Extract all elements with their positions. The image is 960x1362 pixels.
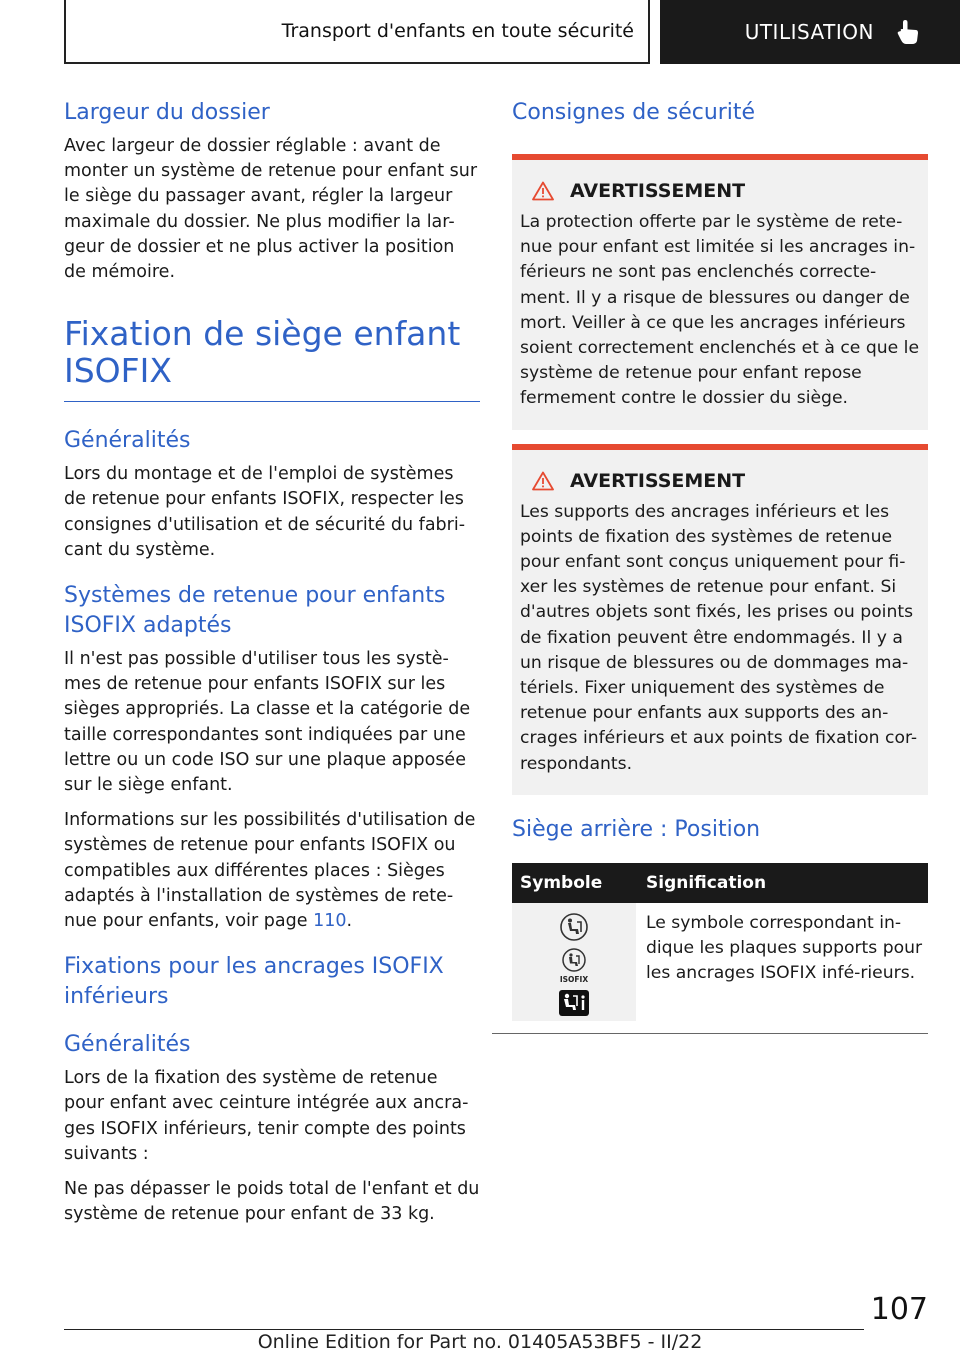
title-divider — [64, 401, 480, 402]
paragraph-systemes-2 — [64, 808, 480, 934]
table-row — [512, 903, 928, 1021]
meaning-cell: Le symbole correspondant in-dique les plaques supports pour les ancrages ISOFIX infé-rieurs. — [646, 912, 923, 984]
page-link-110[interactable]: 110 — [313, 911, 347, 932]
table-header-meaning: Signification — [636, 863, 928, 903]
paragraph-generalites-1: Lors du montage et de l'emploi de systèmes de retenue pour enfants ISOFIX, respecter les consignes d'utilisation et de sécurité du fabri-cant du système. — [64, 464, 466, 560]
svg-text:ISOFIX: ISOFIX — [559, 974, 589, 984]
table-bottom-divider — [492, 1033, 928, 1034]
paragraph-systemes-2-text: Informations sur les possibilités d'utilisation de systèmes de retenue pour enfants ISOFIX ou compatibles aux différentes places : Sièges adaptés à l'installation de systèmes de rete-nue pour enfants, voir page — [64, 810, 476, 932]
chapter-label: UTILISATION — [744, 20, 874, 44]
symbol-table — [512, 863, 928, 1021]
warning-title-text-2: AVERTISSEMENT — [570, 469, 746, 492]
warning-title-text-1: AVERTISSEMENT — [570, 180, 746, 202]
heading-fixations-ancrages: Fixations pour les ancrages ISOFIX inférieurs — [64, 954, 444, 1010]
heading-generalites-1: Généralités — [64, 428, 191, 454]
warning-box-1 — [512, 154, 928, 430]
page-number: 107 — [870, 1292, 928, 1327]
warning-triangle-icon — [532, 471, 554, 491]
footer-edition: Online Edition for Part no. 01405A53BF5 - II/22 — [257, 1331, 703, 1353]
left-column — [64, 98, 480, 1237]
isofix-label-icon — [557, 947, 591, 985]
right-column — [512, 98, 928, 1034]
header-chapter-tab — [660, 0, 960, 64]
section-title-text: Transport d'enfants en toute sécurité — [281, 20, 634, 42]
warning-text-1: La protection offerte par le système de rete-nue pour enfant est limitée si les ancrages in-férieurs ne sont pas enclenchés correcte-ment. Il y a risque de blessures ou danger de mort. Veiller à ce que les ancrages inférieurs soient correctement enclenchés et à ce que le système de retenue pour enfant repose fermement contre le dossier du siège. — [520, 212, 920, 409]
table-header-row — [512, 863, 928, 903]
heading-largeur-dossier: Largeur du dossier — [64, 100, 270, 125]
paragraph-largeur-dossier: Avec largeur de dossier réglable : avant de monter un système de retenue pour enfant sur le siège du passager avant, régler la largeur maximale du dossier. Ne plus modifier la lar-geur de dossier et ne plus activer la position de mémoire. — [64, 136, 478, 283]
warning-box-2 — [512, 444, 928, 795]
isofix-seat-icon — [557, 911, 591, 943]
warning-title-2 — [532, 470, 920, 492]
heading-consignes-securite: Consignes de sécurité — [512, 100, 756, 125]
table-header-symbol: Symbole — [512, 863, 636, 903]
warning-triangle-icon — [532, 181, 554, 201]
pointing-hand-icon — [896, 19, 920, 45]
warning-text-2: Les supports des ancrages inférieurs et les points de fixation des systèmes de retenue pour enfant sont conçus uniquement pour fi-xer les systèmes de retenue pour enfant. Si d'autres objets sont fixés, les prises ou points de fixation peuvent être endommagés. Il y a un risque de blessures ou de dommages ma-tériels. Fixer uniquement des systèmes de retenue pour enfants aux supports des an-crages inférieurs et aux points de fixation cor-respondants. — [520, 501, 918, 774]
heading-generalites-2: Généralités — [64, 1032, 191, 1058]
paragraph-generalites-2b: Ne pas dépasser le poids total de l'enfant et du système de retenue pour enfant de 33 kg. — [64, 1179, 480, 1225]
warning-title-1 — [532, 180, 920, 202]
paragraph-systemes-2-end: . — [346, 911, 353, 932]
child-seat-info-icon — [558, 989, 590, 1017]
header-section-title — [64, 0, 650, 64]
footer-divider — [64, 1329, 864, 1330]
symbol-cell — [512, 903, 636, 1021]
paragraph-generalites-2a: Lors de la fixation des système de retenue pour enfant avec ceinture intégrée aux ancra-ges ISOFIX inférieurs, tenir compte des points suivants : — [64, 1068, 469, 1164]
heading-isofix-title: Fixation de siège enfant ISOFIX — [64, 314, 461, 391]
heading-siege-arriere: Siège arrière : Position — [512, 816, 761, 842]
heading-systemes-adaptes: Systèmes de retenue pour enfants ISOFIX adaptés — [64, 583, 446, 639]
paragraph-systemes-1: Il n'est pas possible d'utiliser tous les systè-mes de retenue pour enfants ISOFIX sur les sièges appropriés. La classe et la catégorie de taille correspondantes sont indiquées par une lettre ou un code ISO sur une plaque apposée sur le siège enfant. — [64, 649, 471, 796]
